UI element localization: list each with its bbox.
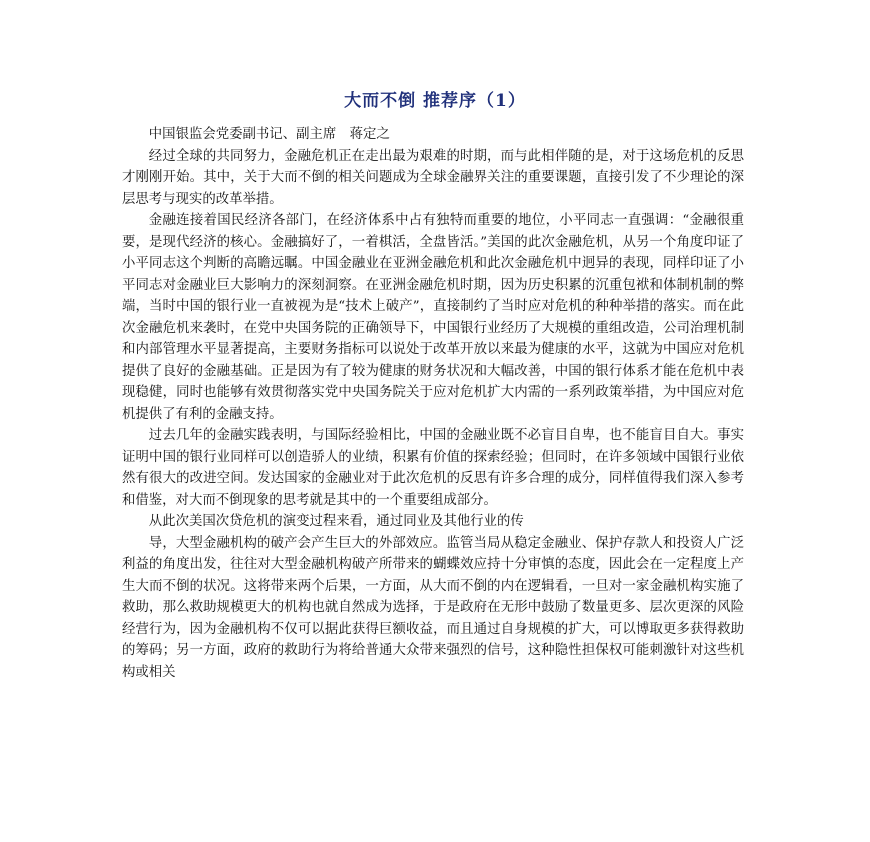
- paragraph: 经过全球的共同努力，金融危机正在走出最为艰难的时期，而与此相伴随的是，对于这场危机的反思才刚刚开始。其中，关于大而不倒的相关问题成为全球金融界关注的重要课题，直接引发了不少理论的深层思考与现实的改革举措。: [122, 148, 744, 207]
- paragraph: 导，大型金融机构的破产会产生巨大的外部效应。监管当局从稳定金融业、保护存款人和投资人广泛利益的角度出发，往往对大型金融机构破产所带来的蝴蝶效应持十分审慎的态度，因此会在一定程度上产生大而不倒的状况。这将带来两个后果，一方面，从大而不倒的内在逻辑看，一旦对一家金融机构实施了救助，那么救助规模更大的机构也就自然成为选择，于是政府在无形中鼓励了数量更多、层次更深的风险经营行为，因为金融机构不仅可以据此获得巨额收益，而且通过自身规模的扩大，可以博取更多获得救助的筹码；另一方面，政府的救助行为将给普通大众带来强烈的信号，这种隐性担保权可能刺激针对这些机构或相关: [122, 535, 744, 680]
- paragraph: 金融连接着国民经济各部门，在经济体系中占有独特而重要的地位，小平同志一直强调：“金融很重要，是现代经济的核心。金融搞好了，一着棋活，全盘皆活。”美国的此次金融危机，从另一个角度印证了小平同志这个判断的高瞻远瞩。中国金融业在亚洲金融危机和此次金融危机中迥异的表现，同样印证了小平同志对金融业巨大影响力的深刻洞察。在亚洲金融危机时期，因为历史积累的沉重包袱和体制机制的弊端，当时中国的银行业一直被视为是“技术上破产”，直接制约了当时应对危机的种种举措的落实。而在此次金融危机来袭时，在党中央国务院的正确领导下，中国银行业经历了大规模的重组改造，公司治理机制和内部管理水平显著提高，主要财务指标可以说处于改革开放以来最为健康的水平，这就为中国应对危机提供了良好的金融基础。正是因为有了较为健康的财务状况和大幅改善，中国的银行体系才能在危机中表现稳健，同时也能够有效贯彻落实党中央国务院关于应对危机扩大内需的一系列政策举措，为中国应对危机提供了有利的金融支持。: [122, 213, 744, 422]
- paragraph: 过去几年的金融实践表明，与国际经验相比，中国的金融业既不必盲目自卑，也不能盲目自大。事实证明中国的银行业同样可以创造骄人的业绩，积累有价值的探索经验；但同时，在许多领域中国银行业依然有很大的改进空间。发达国家的金融业对于此次危机的反思有许多合理的成分，同样值得我们深入参考和借鉴，对大而不倒现象的思考就是其中的一个重要组成部分。: [122, 428, 744, 508]
- document-title: 大而不倒 推荐序（1）: [344, 91, 526, 111]
- paragraph: 从此次美国次贷危机的演变过程来看，通过同业及其他行业的传: [148, 514, 524, 529]
- document-body: [122, 124, 744, 683]
- author-line: 中国银监会党委副书记、副主席 蒋定之: [148, 127, 390, 142]
